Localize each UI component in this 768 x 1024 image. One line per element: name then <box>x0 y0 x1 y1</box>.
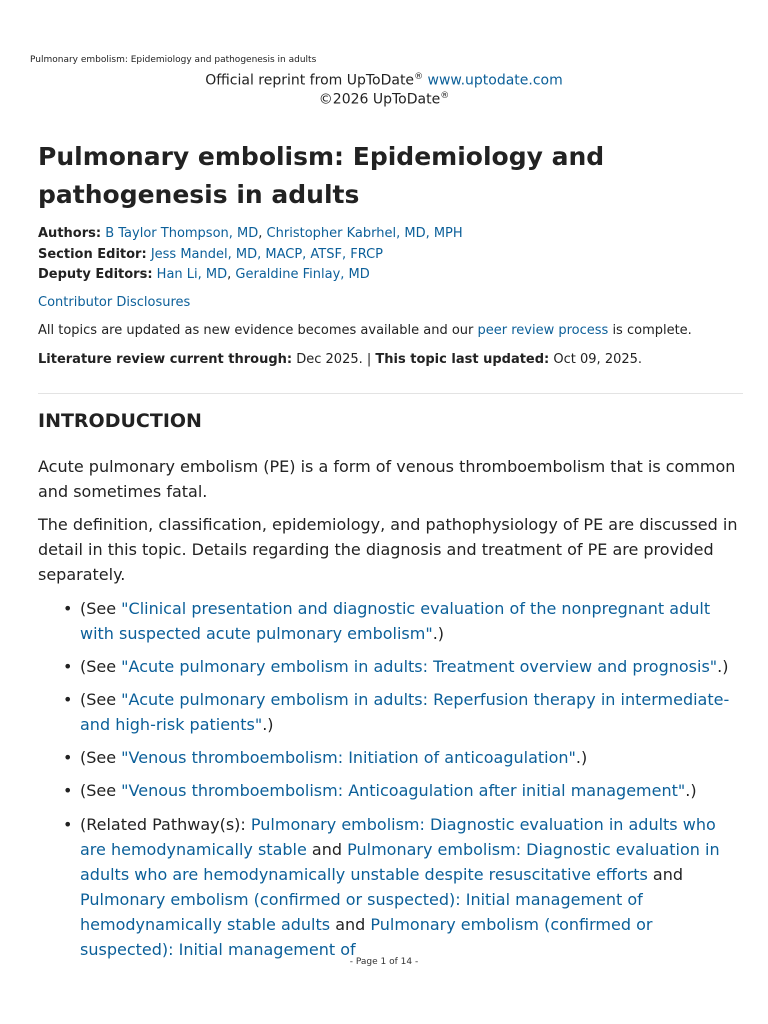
section-editor-link[interactable]: Jess Mandel, MD, MACP, ATSF, FRCP <box>150 247 384 262</box>
registered-mark-2: ® <box>440 91 450 101</box>
contributor-disclosures-line <box>38 293 190 313</box>
author-link-2[interactable]: Christopher Kabrhel, MD, MPH <box>266 226 463 241</box>
list-item <box>80 596 745 646</box>
see-suffix: .) <box>575 748 588 767</box>
section-heading-introduction: INTRODUCTION <box>38 410 202 432</box>
pathway-link[interactable]: Pulmonary embolism (confirmed or suspected): Initial management of hemodynamically stable adults <box>80 890 643 934</box>
authors-label: Authors: <box>38 226 102 241</box>
print-header-title: Pulmonary embolism: Epidemiology and pathogenesis in adults <box>30 55 317 65</box>
review-dates-line <box>38 350 642 370</box>
and-word: and <box>647 865 684 884</box>
pathway-link[interactable]: Pulmonary embolism: Diagnostic evaluation in adults who are hemodynamically unstable despite resuscitative efforts <box>80 840 720 884</box>
see-prefix: (See <box>80 690 122 709</box>
deputy-editor-link-1[interactable]: Han Li, MD <box>156 267 228 282</box>
last-updated-date: Oct 09, 2025. <box>549 352 643 367</box>
related-prefix: (Related Pathway(s): <box>80 815 251 834</box>
update-notice <box>38 321 692 341</box>
page-number: - Page 1 of 14 - <box>349 957 419 967</box>
author-link-1[interactable]: B Taylor Thompson, MD <box>105 226 259 241</box>
lit-review-date: Dec 2025. | <box>292 352 376 367</box>
section-editor-label: Section Editor: <box>38 247 147 262</box>
and-word: and <box>330 915 371 934</box>
section-editor-line <box>38 245 383 265</box>
list-item <box>80 745 745 770</box>
update-text-end: is complete. <box>608 323 692 338</box>
deputy-editor-link-2[interactable]: Geraldine Finlay, MD <box>235 267 370 282</box>
pathway-link[interactable]: Pulmonary embolism (confirmed or suspected): Initial management of <box>80 915 653 959</box>
see-prefix: (See <box>80 781 122 800</box>
page-title: Pulmonary embolism: Epidemiology and pathogenesis in adults <box>38 142 605 209</box>
reprint-text: Official reprint from UpToDate <box>205 72 415 89</box>
authors-line <box>38 224 463 244</box>
separator: , <box>258 226 267 241</box>
and-word: and <box>306 840 348 859</box>
list-item <box>80 654 745 679</box>
see-prefix: (See <box>80 748 122 767</box>
intro-paragraph-2: The definition, classification, epidemiology, and pathophysiology of PE are discussed in detail in this topic. Details regarding the diagnosis and treatment of PE are provided separately. <box>38 515 738 584</box>
copyright-notice <box>0 91 768 108</box>
see-prefix: (See <box>80 657 122 676</box>
separator: , <box>227 267 236 282</box>
list-item-related-pathways <box>80 812 745 959</box>
see-suffix: .) <box>717 657 729 676</box>
copyright-text: ©2026 UpToDate <box>318 91 441 108</box>
topic-link[interactable]: "Acute pulmonary embolism in adults: Reperfusion therapy in intermediate- and high-risk patients" <box>80 690 730 734</box>
topic-link[interactable]: "Acute pulmonary embolism in adults: Treatment overview and prognosis" <box>121 657 718 676</box>
deputy-editors-label: Deputy Editors: <box>38 267 153 282</box>
pathway-link[interactable]: Pulmonary embolism: Diagnostic evaluation in adults who are hemodynamically stable <box>80 815 716 859</box>
topic-link[interactable]: "Venous thromboembolism: Initiation of anticoagulation" <box>121 748 576 767</box>
reprint-notice <box>0 72 768 89</box>
topic-link[interactable]: "Clinical presentation and diagnostic evaluation of the nonpregnant adult with suspected acute pulmonary embolism" <box>80 599 711 643</box>
see-suffix: .) <box>432 624 445 643</box>
contributor-disclosures-link[interactable]: Contributor Disclosures <box>38 295 191 310</box>
lit-review-label: Literature review current through: <box>38 352 293 367</box>
topic-link[interactable]: "Venous thromboembolism: Anticoagulation after initial management" <box>121 781 686 800</box>
uptodate-link[interactable]: www.uptodate.com <box>427 72 563 89</box>
deputy-editors-line <box>38 265 370 285</box>
see-prefix: (See <box>80 599 122 618</box>
see-suffix: .) <box>685 781 697 800</box>
last-updated-label: This topic last updated: <box>375 352 550 367</box>
divider <box>38 393 743 394</box>
intro-paragraph-1: Acute pulmonary embolism (PE) is a form of venous thromboembolism that is common and sometimes fatal. <box>38 457 736 501</box>
update-text: All topics are updated as new evidence becomes available and our <box>38 323 478 338</box>
list-item <box>80 687 745 737</box>
peer-review-link[interactable]: peer review process <box>477 323 609 338</box>
see-suffix: .) <box>262 715 274 734</box>
registered-mark: ® <box>414 72 424 82</box>
list-item <box>80 778 745 803</box>
